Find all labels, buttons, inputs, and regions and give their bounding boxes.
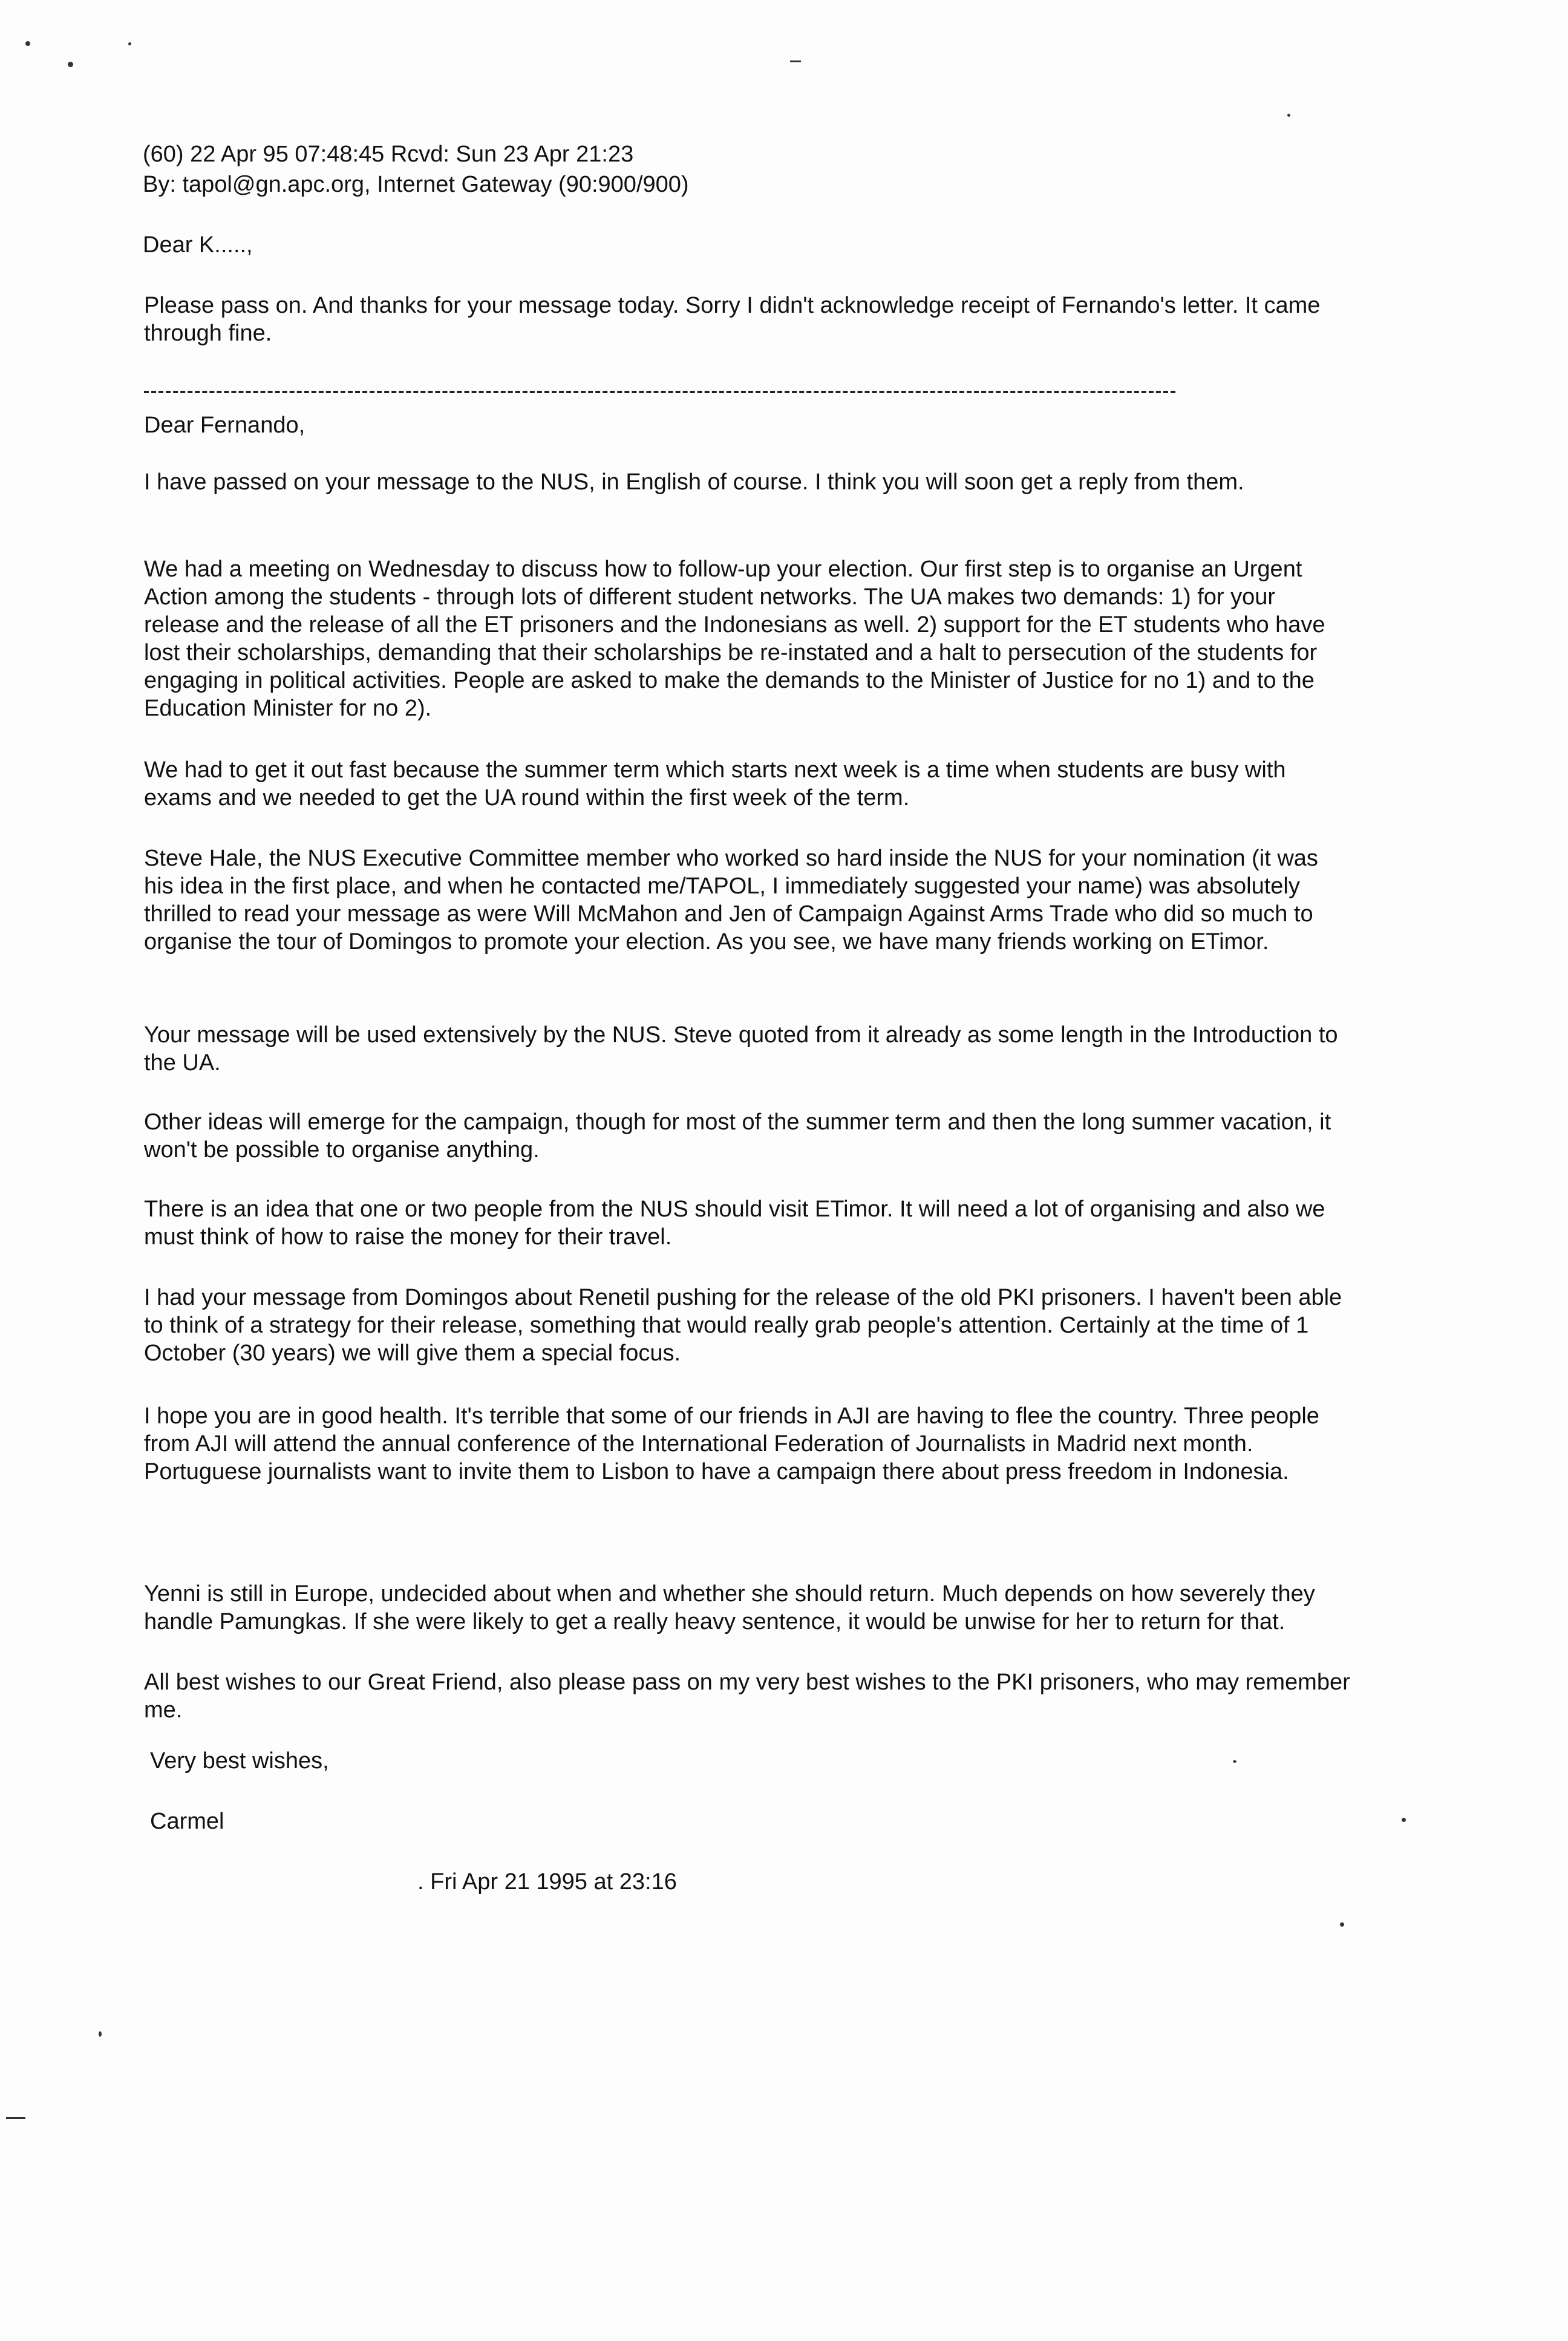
scan-speck [68, 62, 73, 67]
scan-mark [790, 60, 801, 62]
message-header-line1: (60) 22 Apr 95 07:48:45 Rcvd: Sun 23 Apr 21:23 [143, 142, 634, 167]
body-text: We had a meeting on Wednesday to discuss how to follow-up your election. Our first step is to organise an Urgent Action among the students - through lots of different student networks. The UA makes two demands: 1) for your release and the release of all the ET prisoners and the Indonesians as well. 2) support for the ET students who have lost their scholarships, demanding that their scholarships be re-instated and a halt to persecution of the students for engaging in political activities. People are asked to make the demands to the Minister of Justice for no 1) and to the Education Minister for no 2). [144, 557, 1325, 721]
scan-speck [1402, 1818, 1406, 1822]
footer-date: . Fri Apr 21 1995 at 23:16 [417, 1869, 677, 1895]
body-text: All best wishes to our Great Friend, also please pass on my very best wishes to the PKI prisoners, who may remember me. [144, 1670, 1350, 1723]
greeting-second: Dear Fernando, [144, 413, 305, 438]
scan-speck [25, 41, 30, 46]
separator-rule [144, 391, 1175, 393]
body-text: I have passed on your message to the NUS, in English of course. I think you will soon get a reply from them. [144, 469, 1244, 495]
body-paragraph-9 [144, 1402, 1354, 1486]
body-paragraph-11 [144, 1668, 1354, 1724]
body-paragraph-2 [144, 555, 1354, 722]
body-text: I hope you are in good health. It's terrible that some of our friends in AJI are having to flee the country. Three people from AJI will attend the annual conference of the International Federation of Journalists in Madrid next month. Portuguese journalists want to invite them to Lisbon to have a campaign there about press freedom in Indonesia. [144, 1403, 1319, 1484]
body-paragraph-5 [144, 1021, 1354, 1077]
signature: Carmel [150, 1809, 224, 1834]
scan-speck [128, 42, 131, 45]
intro-paragraph [144, 292, 1354, 347]
body-paragraph-6 [144, 1108, 1354, 1164]
body-text: Steve Hale, the NUS Executive Committee member who worked so hard inside the NUS for your nomination (it was his idea in the first place, and when he contacted me/TAPOL, I immediately suggested your name) was absolutely thrilled to read your message as were Will McMahon and Jen of Campaign Against Arms Trade who did so much to organise the tour of Domingos to promote your election. As you see, we have many friends working on ETimor. [144, 846, 1318, 955]
scan-speck [1340, 1922, 1344, 1927]
body-paragraph-1 [144, 468, 1354, 496]
scan-mark [6, 2117, 25, 2119]
scan-speck [1233, 1760, 1236, 1763]
body-paragraph-3 [144, 756, 1354, 812]
greeting-first: Dear K....., [143, 232, 253, 258]
closing-line: Very best wishes, [150, 1748, 329, 1774]
message-header-line2: By: tapol@gn.apc.org, Internet Gateway (90:900/900) [143, 172, 689, 197]
body-text: Your message will be used extensively by the NUS. Steve quoted from it already as some length in the Introduction to the UA. [144, 1022, 1338, 1076]
body-text: I had your message from Domingos about Renetil pushing for the release of the old PKI prisoners. I haven't been able to think of a strategy for their release, something that would really grab people's attention. Certainly at the time of 1 October (30 years) we will give them a special focus. [144, 1285, 1342, 1366]
intro-text: Please pass on. And thanks for your message today. Sorry I didn't acknowledge receipt of Fernando's letter. It came through fine. [144, 293, 1321, 346]
body-text: Yenni is still in Europe, undecided about when and whether she should return. Much depends on how severely they handle Pamungkas. If she were likely to get a really heavy sentence, it would be unwise for her to return for that. [144, 1581, 1315, 1634]
body-paragraph-10 [144, 1580, 1354, 1636]
body-text: There is an idea that one or two people from the NUS should visit ETimor. It will need a lot of organising and also we must think of how to raise the money for their travel. [144, 1197, 1325, 1250]
scan-speck [1287, 114, 1290, 117]
body-text: We had to get it out fast because the summer term which starts next week is a time when students are busy with exams and we needed to get the UA round within the first week of the term. [144, 757, 1286, 811]
body-paragraph-7 [144, 1195, 1354, 1251]
body-paragraph-4 [144, 844, 1354, 956]
body-text: Other ideas will emerge for the campaign, though for most of the summer term and then the long summer vacation, it won't be possible to organise anything. [144, 1109, 1331, 1163]
body-paragraph-8 [144, 1284, 1354, 1367]
scan-speck [99, 2031, 102, 2037]
